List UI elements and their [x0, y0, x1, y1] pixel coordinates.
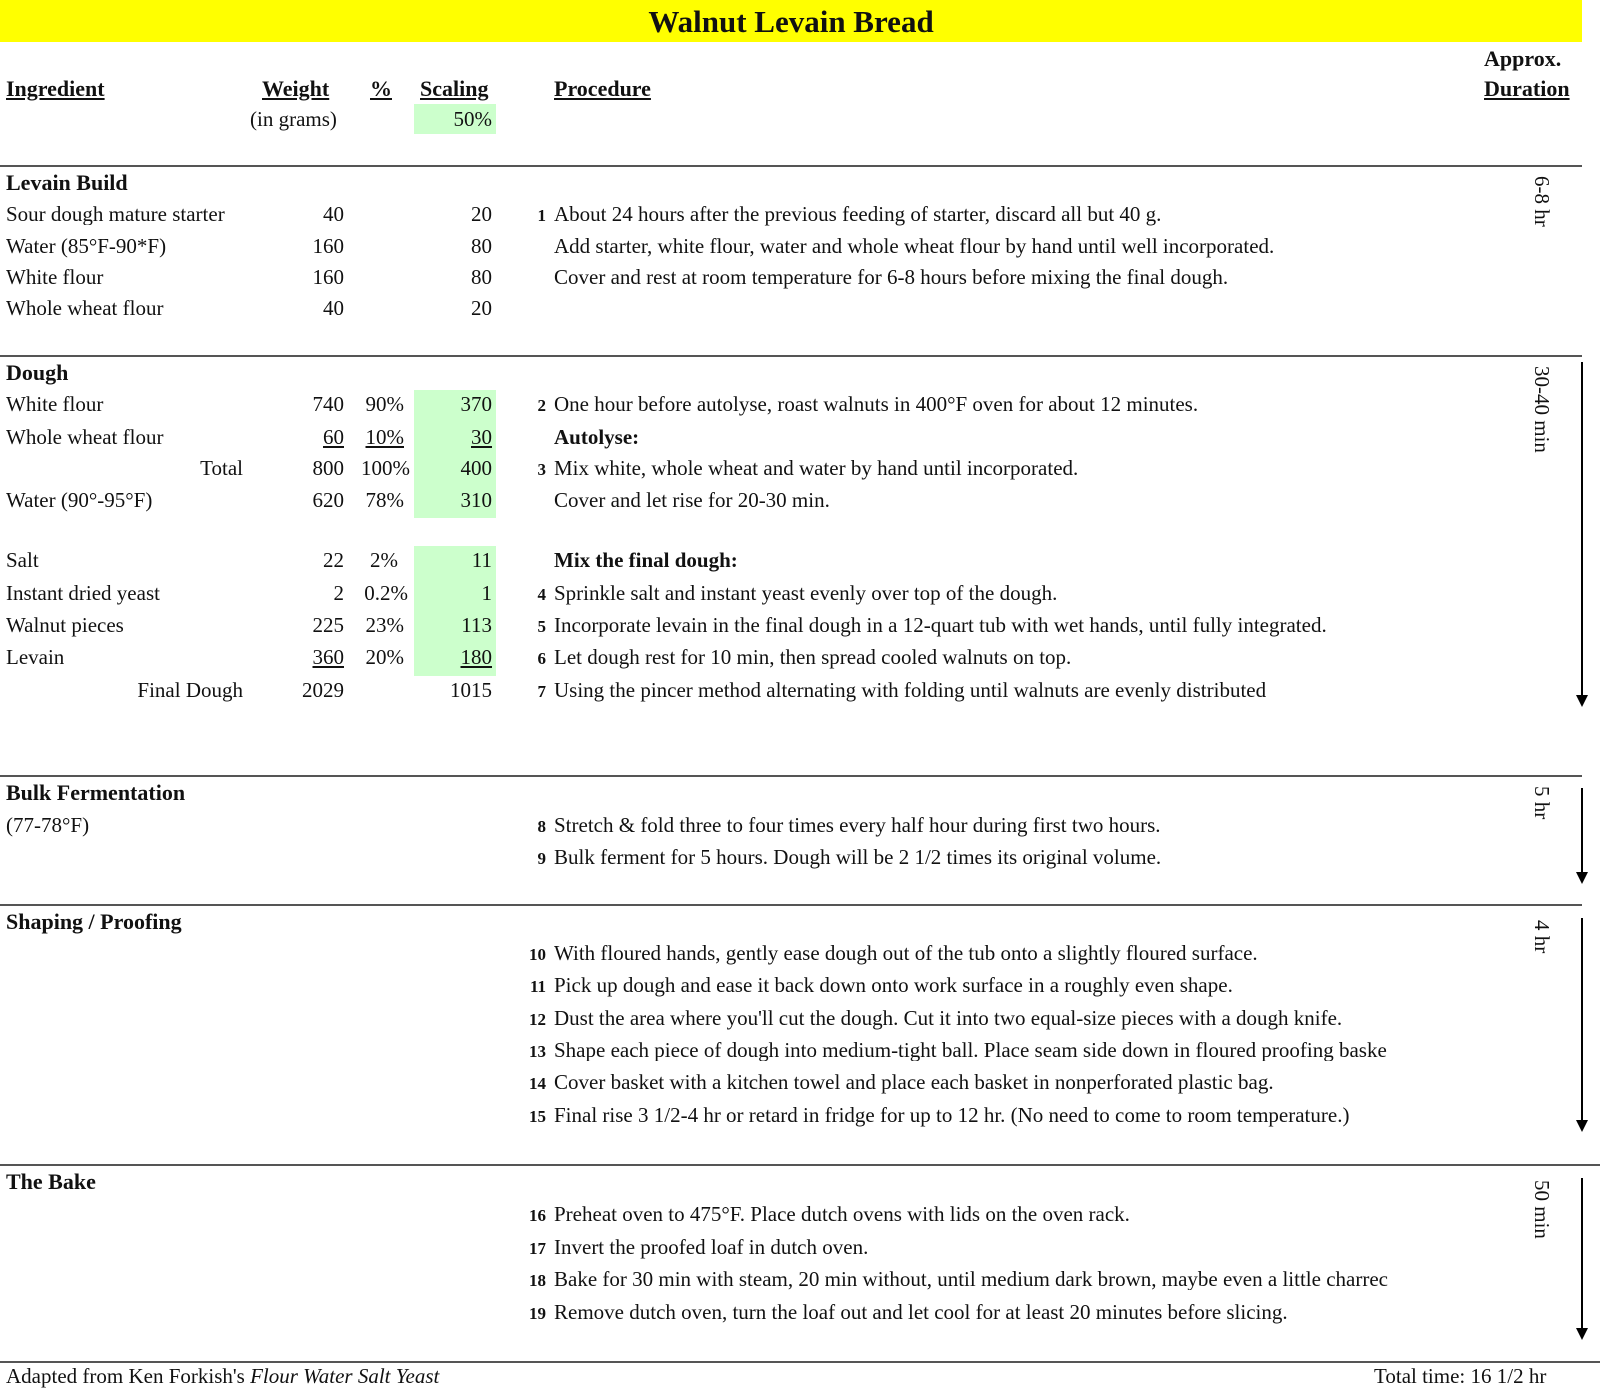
step-number: 15 — [529, 1107, 546, 1126]
step-text: One hour before autolyse, roast walnuts in 400°F oven for about 12 minutes. — [554, 392, 1199, 416]
section-title-shaping: Shaping / Proofing — [6, 909, 182, 934]
step-number: 5 — [537, 617, 546, 636]
section-subtitle-bulk: (77-78°F) — [6, 813, 90, 837]
ingredient-name: Instant dried yeast — [6, 581, 160, 605]
ingredient-scaled: 80 — [471, 265, 492, 289]
step-text: With floured hands, gently ease dough out of the tub onto a slightly floured surface. — [554, 941, 1258, 965]
divider-levain — [0, 165, 1582, 167]
step-number: 6 — [537, 649, 546, 668]
step-number: 2 — [537, 396, 546, 415]
step-number: 19 — [529, 1304, 546, 1323]
step-number: 12 — [529, 1010, 546, 1029]
section-title-dough: Dough — [6, 360, 69, 385]
ingredient-weight: 800 — [312, 456, 344, 480]
step-subheading: Autolyse: — [554, 425, 640, 449]
ingredient-scaled: 30 — [471, 425, 492, 449]
ingredient-percent: 0.2% — [364, 581, 408, 605]
ingredient-percent: 2% — [370, 548, 398, 572]
ingredient-scaled: 310 — [460, 488, 492, 512]
ingredient-name: White flour — [6, 265, 104, 289]
step-number: 13 — [529, 1042, 546, 1061]
step-text: Cover and rest at room temperature for 6-8 hours before mixing the final dough. — [554, 265, 1229, 289]
ingredient-weight: 2029 — [302, 678, 344, 702]
step-number: 7 — [537, 682, 546, 701]
title-bar — [0, 0, 1582, 42]
step-text: Pick up dough and ease it back down onto work surface in a roughly even shape. — [554, 973, 1233, 997]
step-number: 17 — [529, 1239, 546, 1258]
step-number: 11 — [529, 977, 546, 996]
duration-arrow-dough — [1581, 362, 1583, 696]
duration-bake: 50 min — [1530, 1180, 1554, 1239]
header-weight-unit: (in grams) — [250, 107, 337, 131]
ingredient-scaled: 80 — [471, 234, 492, 258]
ingredient-scaled: 400 — [460, 456, 492, 480]
step-text: Cover basket with a kitchen towel and place each basket in nonperforated plastic bag. — [554, 1070, 1274, 1094]
duration-arrow-bake — [1581, 1178, 1583, 1330]
ingredient-weight: 40 — [323, 296, 344, 320]
step-text: Using the pincer method alternating with folding until walnuts are evenly distributed — [554, 678, 1267, 702]
step-text: Shape each piece of dough into medium-tight ball. Place seam side down in floured proofing baske — [554, 1040, 1387, 1061]
ingredient-scaled: 113 — [461, 613, 492, 637]
duration-bulk: 5 hr — [1530, 786, 1554, 820]
step-number: 18 — [529, 1271, 546, 1290]
section-title-bake: The Bake — [6, 1169, 96, 1194]
step-text: Remove dutch oven, turn the loaf out and let cool for at least 20 minutes before slicing. — [554, 1300, 1288, 1324]
ingredient-scaled: 1 — [481, 581, 492, 605]
ingredient-scaled: 11 — [471, 548, 492, 572]
step-number: 14 — [529, 1074, 546, 1093]
divider-bulk — [0, 775, 1582, 777]
step-text: Final rise 3 1/2-4 hr or retard in fridge for up to 12 hr. (No need to come to room temperature.) — [554, 1103, 1350, 1127]
ingredient-name: Whole wheat flour — [6, 425, 164, 449]
section-title-levain: Levain Build — [6, 170, 128, 195]
ingredient-name: Salt — [6, 548, 39, 572]
step-number: 16 — [529, 1206, 546, 1225]
header-weight: Weight — [262, 76, 330, 101]
arrow-down-icon — [1576, 1120, 1588, 1132]
header-percent: % — [370, 76, 392, 101]
step-text: Add starter, white flour, water and whole wheat flour by hand until well incorporated. — [554, 234, 1275, 258]
divider-shaping — [0, 904, 1582, 906]
ingredient-name: Final Dough — [137, 678, 243, 702]
ingredient-weight: 620 — [312, 488, 344, 512]
ingredient-weight: 60 — [323, 425, 344, 449]
footer-credit — [6, 1366, 439, 1387]
step-number: 10 — [529, 945, 546, 964]
duration-dough: 30-40 min — [1530, 366, 1554, 453]
scaling-value: 50% — [453, 107, 492, 131]
step-text: Sprinkle salt and instant yeast evenly over top of the dough. — [554, 581, 1058, 605]
divider-bake — [0, 1164, 1600, 1166]
arrow-down-icon — [1576, 872, 1588, 884]
step-text: Let dough rest for 10 min, then spread cooled walnuts on top. — [554, 645, 1072, 669]
ingredient-scaled: 20 — [471, 202, 492, 226]
step-number: 3 — [537, 460, 546, 479]
ingredient-name: Walnut pieces — [6, 613, 124, 637]
ingredient-name: Levain — [6, 645, 65, 669]
header-duration-line1: Approx. — [1484, 46, 1562, 71]
duration-arrow-shaping — [1581, 918, 1583, 1122]
step-subheading: Mix the final dough: — [554, 548, 738, 572]
ingredient-weight: 160 — [312, 265, 344, 289]
ingredient-name: White flour — [6, 392, 104, 416]
footer-total-time: Total time: 16 1/2 hr — [1374, 1364, 1547, 1388]
step-text: Incorporate levain in the final dough in a 12-quart tub with wet hands, until fully integrated. — [554, 613, 1327, 637]
duration-shaping: 4 hr — [1530, 920, 1554, 954]
duration-arrow-bulk — [1581, 788, 1583, 874]
ingredient-percent: 23% — [365, 613, 404, 637]
ingredient-weight: 740 — [312, 392, 344, 416]
ingredient-name: Whole wheat flour — [6, 296, 164, 320]
ingredient-weight: 2 — [333, 581, 344, 605]
footer-credit-prefix: Adapted from Ken Forkish's — [6, 1364, 251, 1388]
step-text: Dust the area where you'll cut the dough. Cut it into two equal-size pieces with a dough knife. — [554, 1006, 1343, 1030]
arrow-down-icon — [1576, 695, 1588, 707]
ingredient-percent: 78% — [365, 488, 404, 512]
duration-levain: 6-8 hr — [1530, 176, 1554, 227]
ingredient-percent: 90% — [365, 392, 404, 416]
step-text: Invert the proofed loaf in dutch oven. — [554, 1235, 869, 1259]
header-scaling: Scaling — [420, 76, 489, 101]
ingredient-weight: 225 — [312, 613, 344, 637]
ingredient-weight: 160 — [312, 234, 344, 258]
ingredient-name: Total — [200, 456, 243, 480]
step-text: Mix white, whole wheat and water by hand until incorporated. — [554, 456, 1079, 480]
ingredient-name: Water (90°-95°F) — [6, 488, 153, 512]
step-text: Cover and let rise for 20-30 min. — [554, 488, 830, 512]
ingredient-percent: 10% — [365, 425, 404, 449]
ingredient-scaled: 370 — [460, 392, 492, 416]
divider-dough — [0, 355, 1582, 357]
ingredient-percent: 20% — [365, 645, 404, 669]
arrow-down-icon — [1576, 1328, 1588, 1340]
step-text: Bake for 30 min with steam, 20 min without, until medium dark brown, maybe even a little charrec — [554, 1269, 1388, 1290]
section-title-bulk: Bulk Fermentation — [6, 780, 186, 805]
step-text: Bulk ferment for 5 hours. Dough will be 2 1/2 times its original volume. — [554, 845, 1162, 869]
header-procedure: Procedure — [554, 76, 651, 101]
ingredient-scaled: 1015 — [450, 678, 492, 702]
footer-credit-book: Flour Water Salt Yeast — [250, 1364, 440, 1388]
divider-footer — [0, 1361, 1600, 1363]
ingredient-scaled: 180 — [460, 645, 492, 669]
step-text: About 24 hours after the previous feeding of starter, discard all but 40 g. — [554, 202, 1162, 226]
ingredient-percent: 100% — [361, 456, 410, 480]
ingredient-weight: 360 — [312, 645, 344, 669]
header-ingredient: Ingredient — [6, 76, 105, 101]
ingredient-scaled: 20 — [471, 296, 492, 320]
ingredient-weight: 22 — [323, 548, 344, 572]
page-title: Walnut Levain Bread — [648, 4, 934, 39]
step-number: 8 — [537, 817, 546, 836]
header-duration-line2: Duration — [1484, 76, 1570, 101]
step-text: Preheat oven to 475°F. Place dutch ovens with lids on the oven rack. — [554, 1202, 1130, 1226]
step-number: 9 — [537, 849, 546, 868]
ingredient-name: Water (85°F-90*F) — [6, 234, 167, 258]
ingredient-name: Sour dough mature starter — [6, 204, 225, 225]
ingredient-weight: 40 — [323, 202, 344, 226]
step-number: 4 — [537, 585, 546, 604]
step-number: 1 — [537, 206, 546, 225]
step-text: Stretch & fold three to four times every half hour during first two hours. — [554, 813, 1161, 837]
